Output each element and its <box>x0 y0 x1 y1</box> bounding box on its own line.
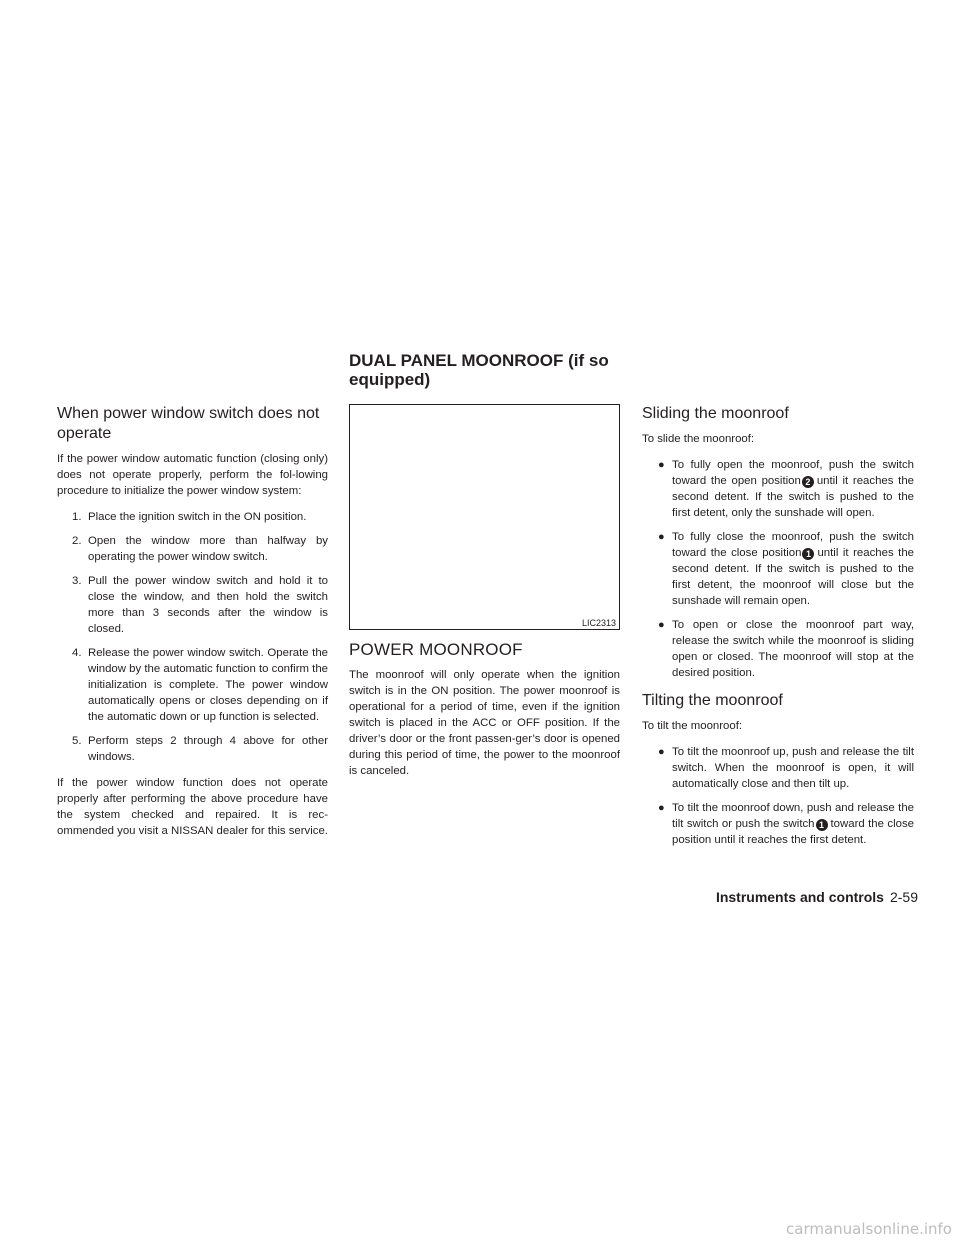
list-item: ● To fully open the moonroof, push the switch toward the open position 2 until it reaches the second detent. If the switch is pushed to the first detent, only the sunshade will open. <box>658 459 914 519</box>
list-item: ● To fully close the moonroof, push the switch toward the close position 1 until it reaches the second detent. If the switch is pushed to the first detent, the moonroof will close but the sunshade will remain open. <box>658 531 914 607</box>
power-window-heading: When power window switch does not operate <box>57 405 320 442</box>
figure-code: LIC2313 <box>581 618 616 628</box>
sliding-heading: Sliding the moonroof <box>642 405 789 422</box>
column-left <box>57 404 328 849</box>
callout-2-icon: 2 <box>802 476 814 488</box>
watermark: carmanualsonline.info <box>786 1220 952 1238</box>
section-title: DUAL PANEL MOONROOF (if so equipped) <box>349 351 609 389</box>
sliding-bullets <box>642 457 914 681</box>
chapter-title: Instruments and controls <box>715 889 884 905</box>
page-footer <box>716 889 918 905</box>
power-moonroof-body: The moonroof will only operate when the ignition switch is in the ON position. The power moonroof is operational for a period of time, even if the ignition switch is placed in the ACC or OFF position. If the driver’s door or the front passen-ger’s door is opened during this period of time, the power to the moonroof is canceled. <box>349 669 620 777</box>
callout-1-icon: 1 <box>816 819 828 831</box>
tilting-bullets <box>642 744 914 848</box>
initialization-steps <box>57 509 328 765</box>
list-item: ● To tilt the moonroof down, push and release the tilt switch or push the switch 1 toward the close position until it reaches the first detent. <box>658 802 914 846</box>
tilting-intro: To tilt the moonroof: <box>642 720 743 732</box>
tilting-heading: Tilting the moonroof <box>642 692 783 709</box>
power-moonroof-heading: POWER MOONROOF <box>349 640 523 659</box>
column-right <box>642 404 914 858</box>
power-window-intro: If the power window automatic function (closing only) does not operate properly, perform the fol-lowing procedure to initialize the power window system: <box>57 453 328 497</box>
list-item: ● To tilt the moonroof up, push and release the tilt switch. When the moonroof is open, it will automatically close and then tilt up. <box>658 746 914 790</box>
step-item: 5. Perform steps 2 through 4 above for other windows. <box>72 735 328 763</box>
step-item: 1. Place the ignition switch in the ON position. <box>72 511 307 523</box>
moonroof-figure <box>349 404 620 630</box>
list-item: ● To open or close the moonroof part way, release the switch while the moonroof is sliding open or closed. The moonroof will stop at the desired position. <box>658 619 914 679</box>
sliding-intro: To slide the moonroof: <box>642 433 755 445</box>
step-item: 2. Open the window more than halfway by operating the power window switch. <box>72 535 328 563</box>
power-window-outro: If the power window function does not operate properly after performing the above procedure have the system checked and repaired. It is rec-ommended you visit a NISSAN dealer for this service. <box>57 777 328 837</box>
step-item: 4. Release the power window switch. Operate the window by the automatic function to confirm the initialization is complete. The power window automatically opens or closes depending on if the automatic down or up function is selected. <box>72 647 328 723</box>
page-number: 2-59 <box>889 889 918 905</box>
column-middle <box>349 404 620 789</box>
callout-1-icon: 1 <box>802 548 814 560</box>
step-item: 3. Pull the power window switch and hold it to close the window, and then hold the switch more than 3 seconds after the window is closed. <box>72 575 328 635</box>
